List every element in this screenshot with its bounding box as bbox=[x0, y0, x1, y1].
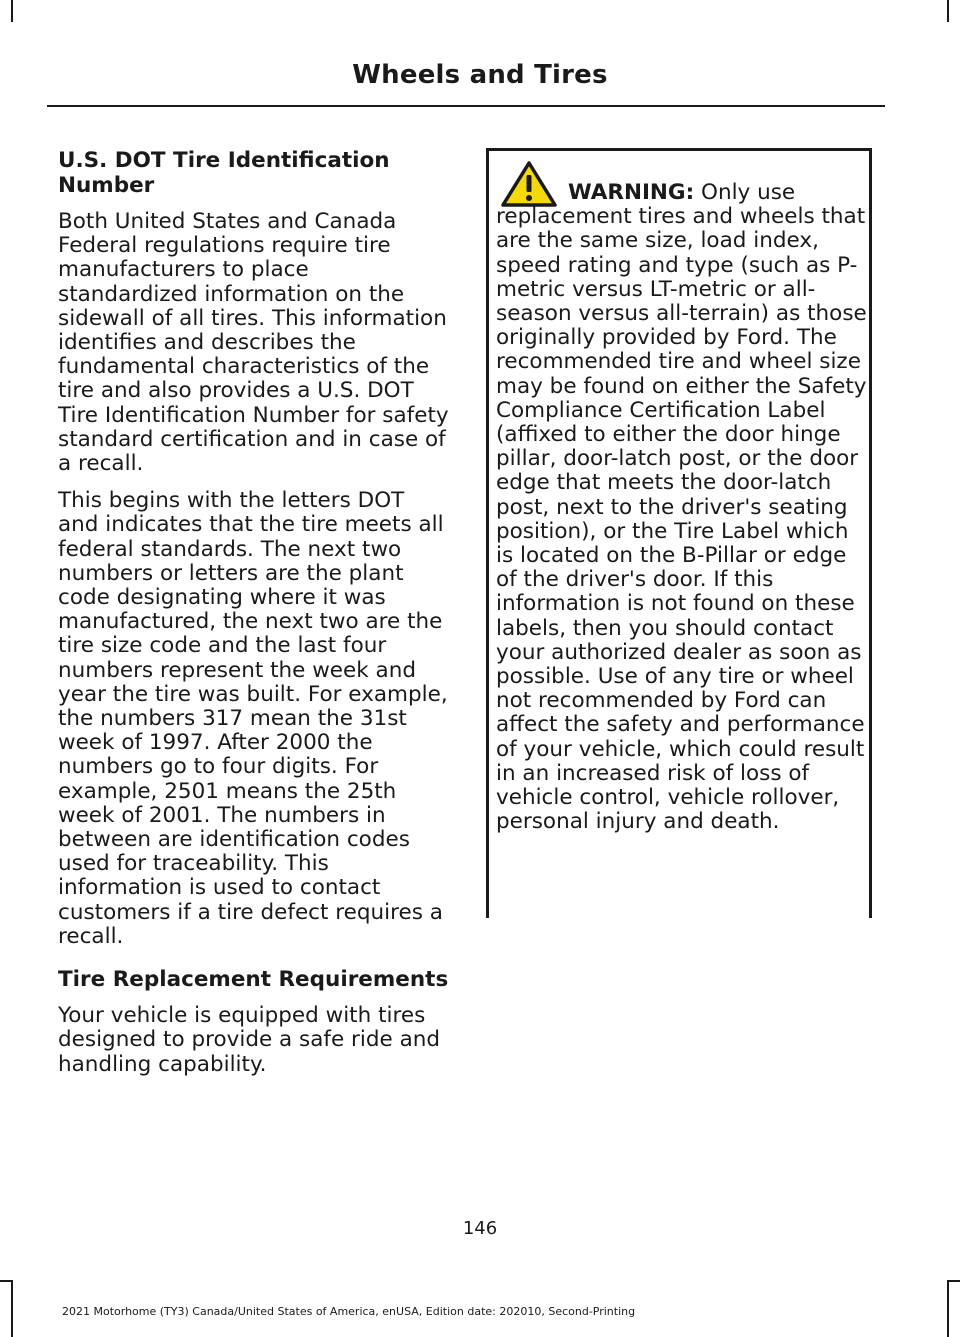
warning-label: WARNING: bbox=[568, 180, 695, 205]
header-divider bbox=[47, 105, 885, 107]
paragraph-tire-capability: Your vehicle is equipped with tires designed to provide a safe ride and handling capability. bbox=[58, 1003, 441, 1077]
footer-edition-info: 2021 Motorhome (TY3) Canada/United States of America, enUSA, Edition date: 202010, Second-Printing bbox=[62, 1305, 636, 1318]
crop-mark-bottom-left-v bbox=[11, 1280, 13, 1337]
crop-mark-top-right-v bbox=[947, 0, 949, 22]
section-heading-tire-replacement: Tire Replacement Requirements bbox=[58, 967, 449, 993]
warning-text bbox=[496, 181, 872, 834]
crop-mark-top-left-v bbox=[11, 0, 13, 22]
crop-mark-bottom-right-h bbox=[947, 1280, 960, 1282]
warning-box bbox=[486, 148, 872, 918]
section-heading-dot-tire-id: U.S. DOT Tire Identification Number bbox=[58, 148, 390, 198]
paragraph-dot-code-explained: This begins with the letters DOT and indicates that the tire meets all federal standards. The next two numbers or letters are the plant code designating where it was manufactured, the next two are the tire size code and the last four numbers represent the week and year the tire was built. For example, the numbers 317 mean the 31st week of 1997. After 2000 the numbers go to four digits. For example, 2501 means the 25th week of 2001. The numbers in between are identification codes used for traceability. This information is used to contact customers if a tire defect requires a recall. bbox=[58, 488, 448, 949]
page-number: 146 bbox=[462, 1218, 498, 1239]
left-column bbox=[58, 148, 450, 1090]
page-header-title: Wheels and Tires bbox=[352, 60, 608, 90]
crop-mark-bottom-right-v bbox=[947, 1280, 949, 1337]
warning-body: Only use replacement tires and wheels that are the same size, load index, speed rating and type (such as P-metric versus LT-metric or all-season versus all-terrain) as those originally provided by Ford. The recommended tire and wheel size may be found on either the Safety Compliance Certification Label (affixed to either the door hinge pillar, door-latch post, or the door edge that meets the door-latch post, next to the driver's seating position), or the Tire Label which is located on the B-Pillar or edge of the driver's door. If this information is not found on these labels, then you should contact your authorized dealer as soon as possible. Use of any tire or wheel not recommended by Ford can affect the safety and performance of your vehicle, which could result in an increased risk of loss of vehicle control, vehicle rollover, personal injury and death. bbox=[496, 180, 867, 835]
crop-mark-bottom-left-h bbox=[0, 1280, 13, 1282]
paragraph-dot-regulations: Both United States and Canada Federal regulations require tire manufacturers to place standardized information on the sidewall of all tires. This information identifies and describes the fundamental characteristics of the tire and also provides a U.S. DOT Tire Identification Number for safety standard certification and in case of a recall. bbox=[58, 209, 449, 477]
